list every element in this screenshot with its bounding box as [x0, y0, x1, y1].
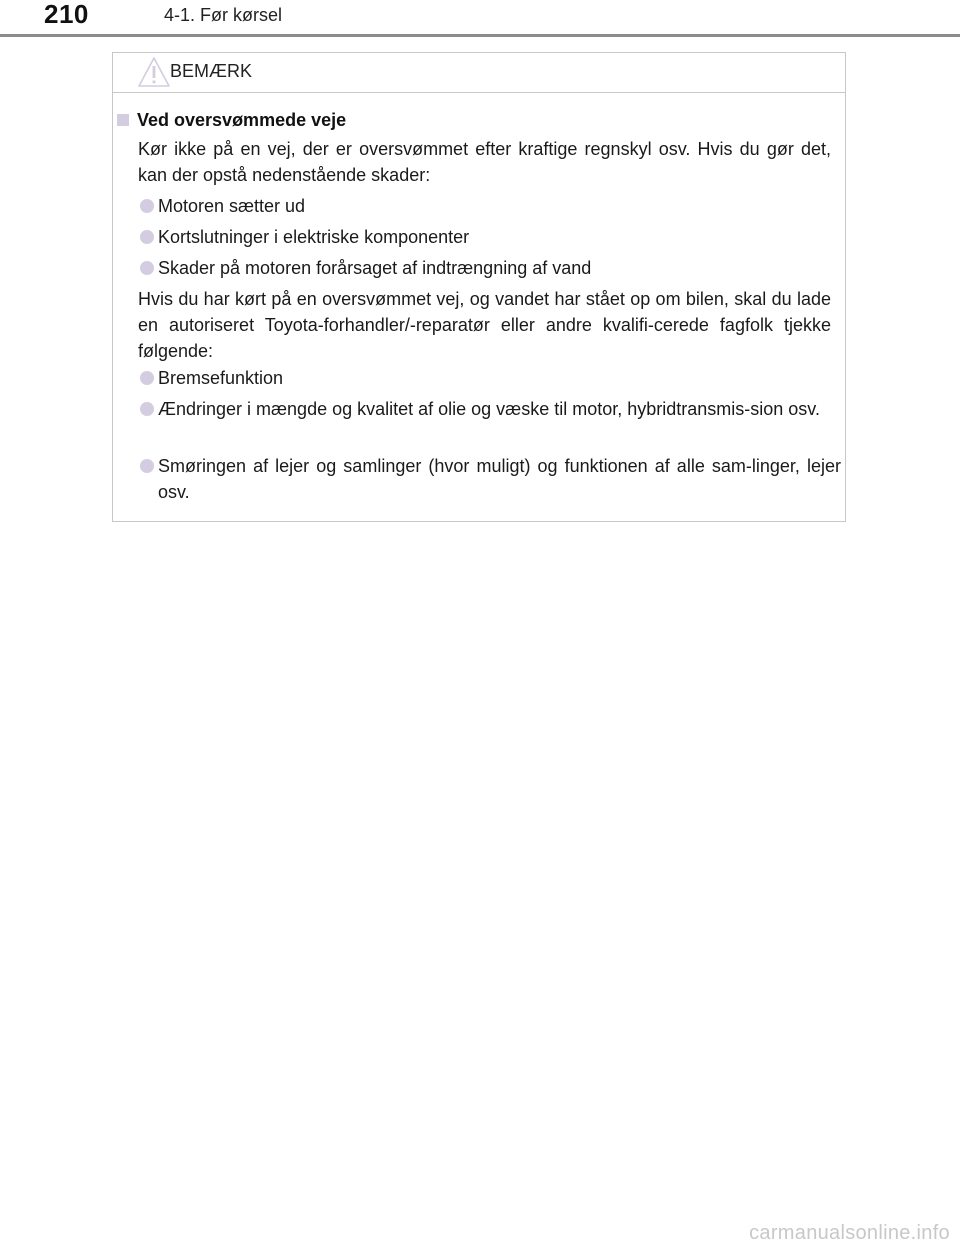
damage-item-text: Motoren sætter ud — [158, 196, 306, 216]
intro-paragraph: Kør ikke på en vej, der er oversvømmet efter kraftige regnskyl osv. Hvis du gør det, kan der opstå nedenstående skader: — [138, 139, 831, 185]
page-number: 210 — [44, 0, 89, 29]
notice-box — [112, 52, 846, 522]
bullet-dot-icon — [140, 230, 154, 244]
watermark: carmanualsonline.info — [749, 1222, 950, 1244]
bullet-dot-icon — [140, 261, 154, 275]
check-item-text: Bremsefunktion — [158, 368, 284, 388]
check-item-text: Smøringen af lejer og samlinger (hvor muligt) og funktionen af alle sam-linger, lejer osv. — [158, 456, 841, 502]
damage-item-text: Kortslutninger i elektriske komponenter — [158, 227, 470, 247]
followup-paragraph: Hvis du har kørt på en oversvømmet vej, og vandet har stået op om bilen, skal du lade en autoriseret Toyota-forhandler/-reparatør eller andre kvalifi-cerede fagfolk tjekke følgende: — [138, 289, 831, 361]
notice-label: BEMÆRK — [170, 61, 253, 81]
heading-text: Ved oversvømmede veje — [137, 110, 347, 130]
damage-item-text: Skader på motoren forårsaget af indtrængning af vand — [158, 258, 592, 278]
bullet-dot-icon — [140, 371, 154, 385]
page-header — [0, 0, 960, 40]
bullet-dot-icon — [140, 459, 154, 473]
check-item-text: Ændringer i mængde og kvalitet af olie og væske til motor, hybridtransmis-sion osv. — [158, 399, 820, 419]
notice-header — [113, 53, 845, 93]
heading-square-icon — [117, 114, 129, 126]
section-title: 4-1. Før kørsel — [164, 5, 283, 25]
bullet-dot-icon — [140, 402, 154, 416]
notice-heading — [113, 108, 845, 134]
header-rule — [0, 34, 960, 37]
warning-triangle-icon — [137, 56, 171, 88]
bullet-dot-icon — [140, 199, 154, 213]
